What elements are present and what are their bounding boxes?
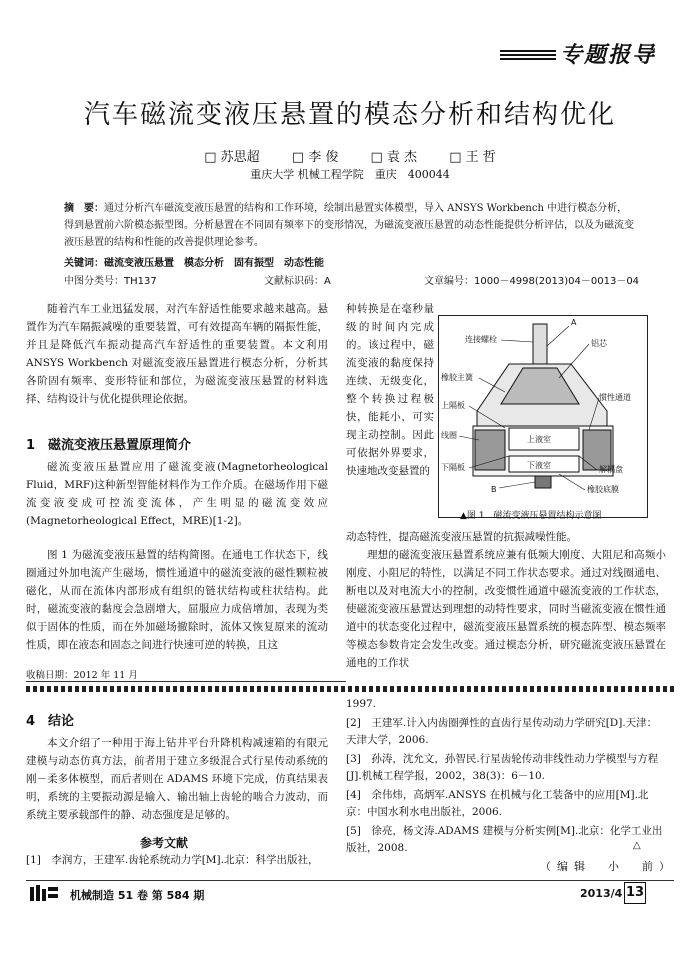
document-code: 文献标识码：A [264, 276, 331, 287]
reference-item: [3] 孙涛，沈允文，孙智民.行星齿轮传动非线性动力学模型与方程[J].机械工程学报，2002，38(3)：6－10. [346, 753, 659, 782]
reference-item: [2] 王建军.计入内齿圈弹性的直齿行星传动动力学研究[D].天津：天津大学，2006. [346, 717, 658, 746]
end-mark: △ [633, 840, 641, 851]
figure-1-caption: ▲图 1 磁流变液压悬置结构示意图 [460, 511, 602, 521]
coil-left-shape [475, 430, 505, 470]
base-stud [535, 476, 551, 488]
intro-right-paragraph: 种转换是在毫秒量级的时间内完成的。该过程中，磁流变液的黏度保持连续、无级变化，整个转换过程极快，能耗小，可实现主动控制。因此可依据外界要求，快速地改变悬置的 [346, 303, 434, 477]
mount-diagram [439, 316, 647, 517]
label-decoupling-disk: 解耦盘 [599, 465, 623, 474]
section-header-band [500, 38, 660, 68]
author: □ 王 哲 [449, 150, 496, 165]
right-col-paragraph: 理想的磁流变液压悬置系统应兼有低频大刚度、大阻尼和高频小刚度、小阻尼的特性，以满足不同工作状态要求。通过对线圈通电、断电以及对电流大小的控制，改变惯性通道中磁流变液的工作状态，使磁流变液压悬置达到理想的动特性要求，同时当磁流变液在惯性通道中的状态变化过程中，磁流变液压悬置系统的模态阵型、模态频率等模态参数肯定会发生改变。通过模态分析，研究磁流变液压悬置在通电的工作状 [346, 549, 666, 669]
section-separator [26, 686, 674, 692]
footer-rule [26, 880, 674, 881]
section-1-heading: 1 磁流变液压悬置原理简介 [26, 438, 192, 453]
figure-1 [438, 315, 648, 518]
reference-item: [4] 余伟炜，高炳军.ANSYS 在机械与化工装备中的应用[M].北京：中国水利水电出版社，2006. [346, 789, 649, 818]
intro-paragraph: 随着汽车工业迅猛发展，对汽车舒适性能要求越来越高。悬置作为汽车隔振减噪的重要装置，可有效提高车辆的隔振性能，并且是降低汽车振动提高汽车舒适性的重要装置。本文利用 ANSYS Workbench 对磁流变液压悬置进行模态分析，分析其各阶固有频率、变形特征和部位，为磁流变液压悬置的材料选择、结构设计与优化提供理论依据。 [26, 303, 328, 405]
label-lower-plate: 下隔板 [441, 463, 465, 472]
label-rubber-bottom: 橡胶底膜 [587, 485, 619, 494]
right-col-after-figure: 动态特性，提高磁流变液压悬置的抗振减噪性能。 [346, 531, 577, 543]
editor-note: （编辑 小 前） [540, 860, 676, 873]
journal-logo-icon [30, 885, 60, 903]
author: □ 李 俊 [292, 150, 339, 165]
point-b-label: B [491, 485, 497, 494]
affiliation: 重庆大学 机械工程学院 重庆 400044 [250, 168, 450, 181]
clc-number: 中图分类号：TH137 [64, 276, 157, 287]
point-a-label: A [571, 318, 577, 327]
author-list [0, 146, 700, 165]
article-number: 文章编号：1000－4998(2013)04－0013－04 [424, 276, 640, 287]
label-bolt: 连接螺栓 [465, 335, 497, 344]
reference-item: [5] 徐亮，杨文涛.ADAMS 建模与分析实例[M].北京：化学工业出版社，2008. [346, 825, 663, 854]
coil-right-shape [583, 430, 611, 470]
section-1-para-2: 图 1 为磁流变液压悬置的结构简图。在通电工作状态下，线圈通过外加电流产生磁场，惯性通道中的磁流变液的磁性颗粒被磁化，从而在流体内部形成有组织的链状结构或柱状结构。此时，磁流变液的黏度会急剧增大，屈服应力成倍增加，表现为类似于固体的性质，而在外加磁场撤除时，流体又恢复原来的流动性质，即在液态和固态之间进行快速可逆的转换，且这 [26, 549, 328, 651]
page-number: 13 [624, 882, 646, 904]
received-date: 收稿日期：2012 年 11 月 [26, 670, 138, 681]
section-label: 专题报导 [556, 38, 660, 69]
label-lower-chamber: 下液室 [527, 461, 551, 470]
abstract-text: 通过分析汽车磁流变液压悬置的结构和工作环境，绘制出悬置实体模型，导入 ANSYS Workbench 中进行模态分析，得到悬置前六阶模态振型图。分析悬置在不同固有频率下的变形情况，为磁流变液压悬置的动态性能提供分析评估，以及为磁流变液压悬置的结构和性能的改善提供理论参考。 [64, 203, 634, 248]
journal-name: 机械制造 51 卷 第 584 期 [70, 889, 205, 902]
label-aluminum: 铝芯 [591, 339, 607, 348]
abstract-label: 摘 要： [64, 203, 104, 214]
author: □ 袁 杰 [371, 150, 418, 165]
issue-date: 2013/4 [580, 887, 623, 900]
rule-line [26, 681, 346, 682]
section-1-para-1: 磁流变液压悬置应用了磁流变液(Magnetorheological Fluid，MRF)这种新型智能材料作为工作介质。在磁场作用下磁流变液变成可控流变流体，产生明显的磁流变效应(Magnetorheological Effect，MRE)[1-2]。 [26, 461, 328, 527]
references-right [346, 696, 666, 859]
references-heading: 参考文献 [140, 836, 189, 850]
reference-item: [1] 李润方，王建军.齿轮系统动力学[M].北京：科学出版社， [26, 854, 319, 866]
conclusion-paragraph: 本文介绍了一种用于海上钻井平台升降机构减速箱的有限元建模与动态仿真方法，前者用于建立多级混合式行星传动系统的刚－柔多体模型，而后者则在 ADAMS 环境下完成，仿真结果表明，系统的主要振动源是输入、输出轴上齿轮的啮合力波动，而系统主要承载部件的静、动态强度是足够的。 [26, 737, 328, 821]
label-coil: 线圈 [441, 431, 457, 440]
bolt-shape [533, 324, 547, 364]
label-inertia-channel: 惯性通道 [599, 393, 631, 402]
section-4-heading: 4 结论 [26, 714, 75, 729]
keywords: 关键词：磁流变液压悬置 模态分析 固有振型 动态性能 [64, 258, 324, 269]
label-upper-plate: 上隔板 [441, 401, 465, 410]
author: □ 苏思超 [204, 150, 259, 165]
label-rubber-spring: 橡胶主簧 [441, 373, 473, 382]
abstract [64, 200, 634, 251]
label-upper-chamber: 上液室 [527, 435, 551, 444]
reference-item: 1997. [346, 698, 377, 710]
article-title: 汽车磁流变液压悬置的模态分析和结构优化 [83, 100, 616, 130]
references-left [26, 852, 336, 871]
